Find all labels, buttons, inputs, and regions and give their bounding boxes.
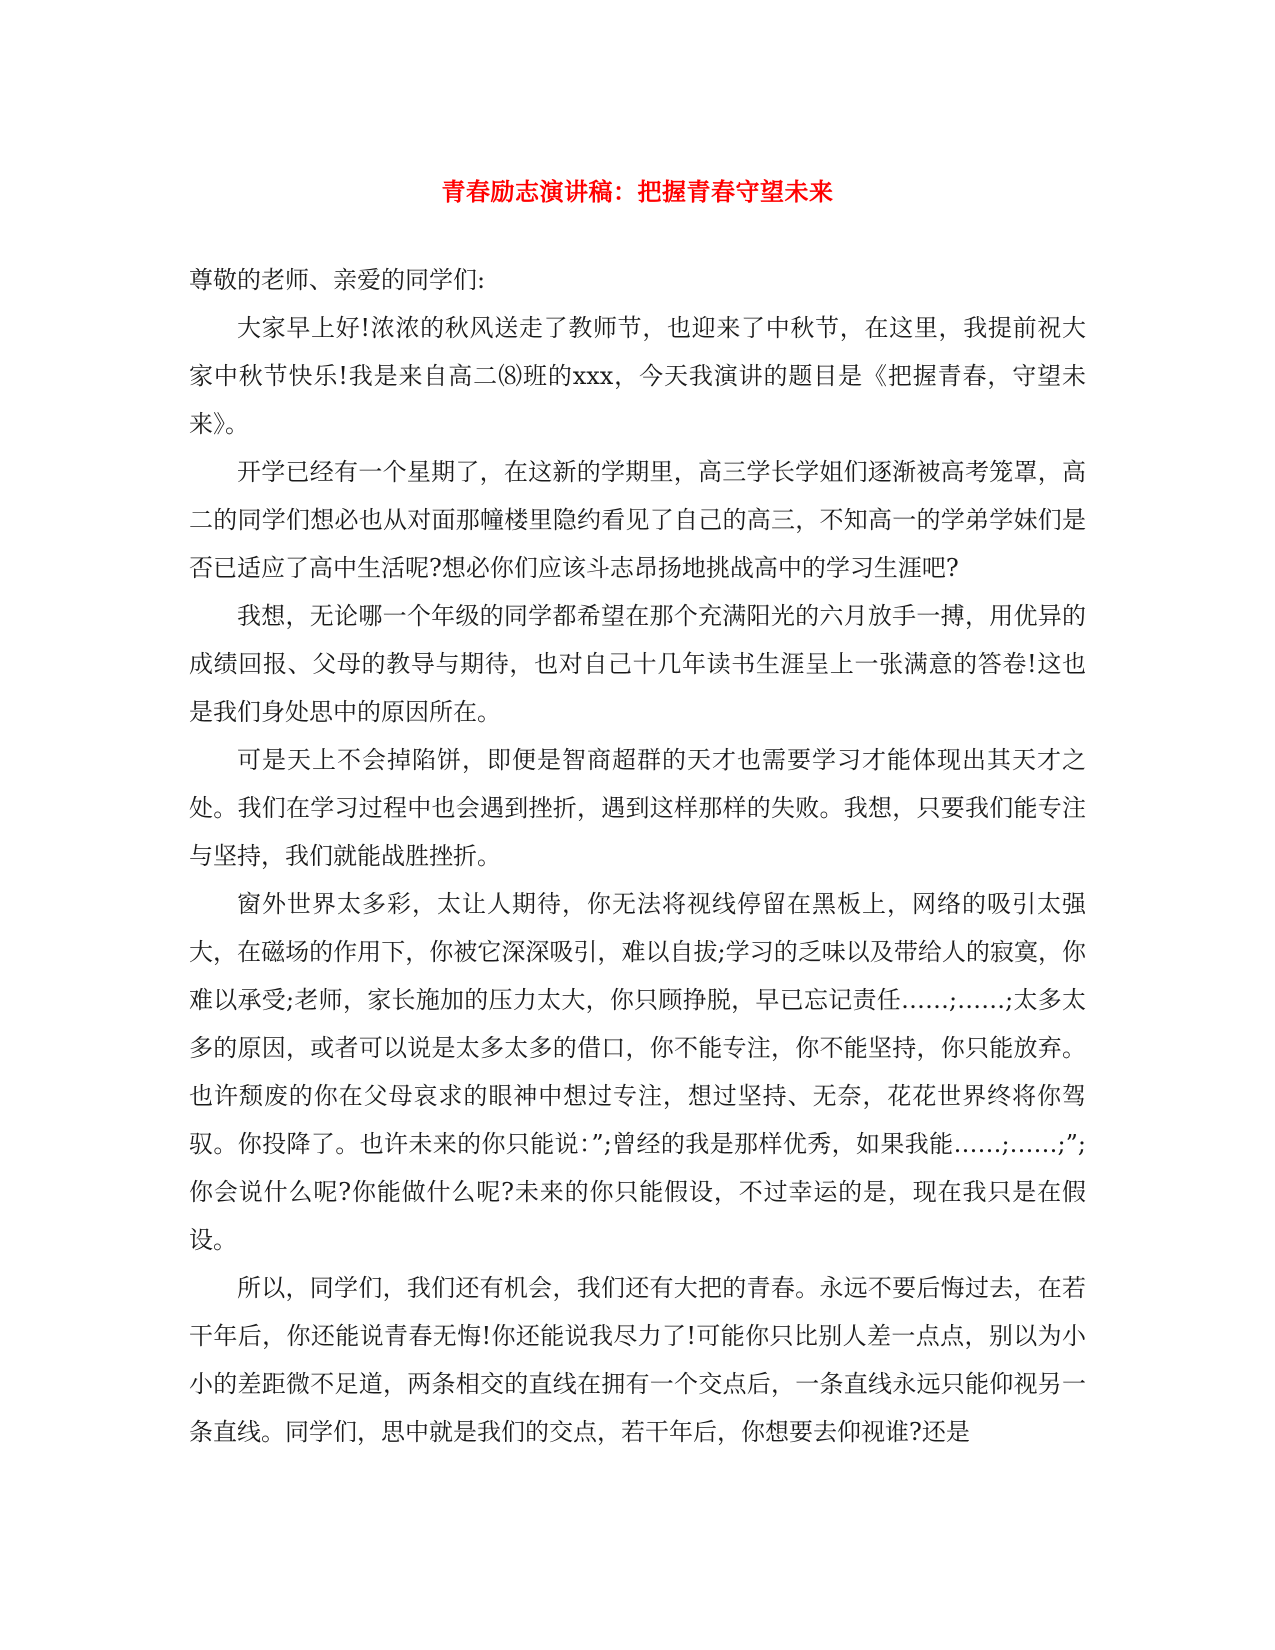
paragraph: 窗外世界太多彩，太让人期待，你无法将视线停留在黑板上，网络的吸引太强大，在磁场的作用下，你被它深深吸引，难以自拔;学习的乏味以及带给人的寂寞，你难以承受;老师，家长施加的压力太大，你只顾挣脱，早已忘记责任……;……;太多太多的原因，或者可以说是太多太多的借口，你不能专注，你不能坚持，你只能放弃。也许颓废的你在父母哀求的眼神中想过专注，想过坚持、无奈，花花世界终将你驾驭。你投降了。也许未来的你只能说：”;曾经的我是那样优秀，如果我能……;……;”;你会说什么呢?你能做什么呢?未来的你只能假设，不过幸运的是，现在我只是在假设。 <box>189 890 1086 1254</box>
document-body <box>189 256 1086 1456</box>
paragraph: 开学已经有一个星期了，在这新的学期里，高三学长学姐们逐渐被高考笼罩，高二的同学们想必也从对面那幢楼里隐约看见了自己的高三，不知高一的学弟学妹们是否已适应了高中生活呢?想必你们应该斗志昂扬地挑战高中的学习生涯吧? <box>189 458 1086 582</box>
document-title: 青春励志演讲稿：把握青春守望未来 <box>441 177 834 206</box>
salutation: 尊敬的老师、亲爱的同学们: <box>189 266 486 294</box>
paragraph: 大家早上好!浓浓的秋风送走了教师节，也迎来了中秋节，在这里，我提前祝大家中秋节快乐!我是来自高二⑻班的xxx，今天我演讲的题目是《把握青春，守望未来》。 <box>189 314 1086 438</box>
paragraph: 我想，无论哪一个年级的同学都希望在那个充满阳光的六月放手一搏，用优异的成绩回报、父母的教导与期待，也对自己十几年读书生涯呈上一张满意的答卷!这也是我们身处思中的原因所在。 <box>189 602 1086 726</box>
paragraph: 可是天上不会掉陷饼，即便是智商超群的天才也需要学习才能体现出其天才之处。我们在学习过程中也会遇到挫折，遇到这样那样的失败。我想，只要我们能专注与坚持，我们就能战胜挫折。 <box>189 746 1086 870</box>
paragraph: 所以，同学们，我们还有机会，我们还有大把的青春。永远不要后悔过去，在若干年后，你还能说青春无悔!你还能说我尽力了!可能你只比别人差一点点，别以为小小的差距微不足道，两条相交的直线在拥有一个交点后，一条直线永远只能仰视另一条直线。同学们，思中就是我们的交点，若干年后，你想要去仰视谁?还是 <box>189 1274 1086 1446</box>
